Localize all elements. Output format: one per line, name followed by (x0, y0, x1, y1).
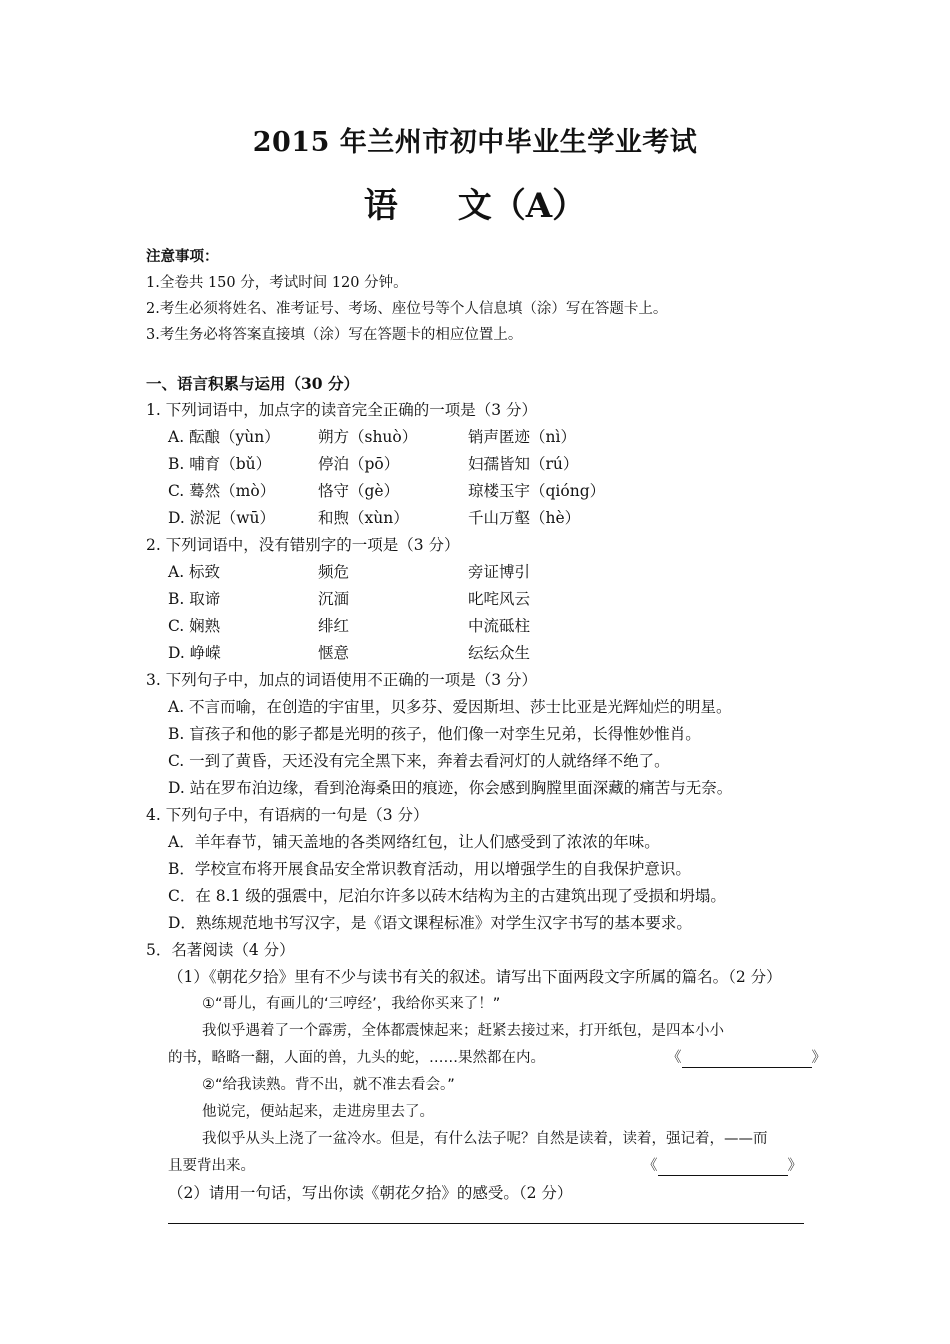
passage-2-line: 且要背出来。 《 》 (146, 1153, 826, 1180)
notes-block (146, 244, 846, 348)
section-1 (146, 370, 826, 1207)
passage-1-line: 我似乎遇着了一个霹雳，全体都震悚起来；赶紧去接过来，打开纸包，是四本小小 (202, 1023, 724, 1039)
question-1-stem: 1. 下列词语中，加点字的读音完全正确的一项是（3 分） (146, 401, 538, 419)
question-1-option: B. 哺育（bǔ） 停泊（pō） 妇孺皆知（rú） (168, 455, 579, 473)
question-4-option: D．熟练规范地书写汉字，是《语文课程标准》对学生汉字书写的基本要求。 (168, 914, 692, 932)
question-2-option: A. 标致 频危 旁证博引 (168, 563, 531, 581)
notes-heading: 注意事项： (146, 248, 219, 265)
answer-blank-1[interactable]: 《 》 (667, 1050, 826, 1066)
passage-1-line: ①“哥儿，有画儿的‘三哼经’，我给你买来了！” (202, 996, 501, 1012)
question-1-option: A. 酝酿（yùn） 朔方（shuò） 销声匿迹（nì） (168, 428, 576, 446)
question-4-option: A．羊年春节，铺天盖地的各类网络红包，让人们感受到了浓浓的年味。 (168, 833, 660, 851)
passage-2-line: 我似乎从头上浇了一盆冷水。但是，有什么法子呢？自然是读着，读着，强记着，——而 (202, 1131, 768, 1147)
note-item: 3.考生务必将答案直接填（涂）写在答题卡的相应位置上。 (146, 327, 523, 343)
section-title: 一、语言积累与运用（30 分） (146, 374, 359, 393)
question-3-option: B. 盲孩子和他的影子都是光明的孩子，他们像一对孪生兄弟，长得惟妙惟肖。 (168, 725, 701, 743)
question-4-option: C．在 8.1 级的强震中，尼泊尔许多以砖木结构为主的古建筑出现了受损和坍塌。 (168, 887, 726, 905)
question-3-stem: 3. 下列句子中，加点的词语使用不正确的一项是（3 分） (146, 671, 538, 689)
subject-title (0, 178, 950, 227)
passage-1-line: 的书，略略一翻，人面的兽，九头的蛇，……果然都在内。 《 》 (146, 1045, 826, 1072)
subject-right: 文（A） (457, 186, 587, 226)
question-4-option: B．学校宣布将开展食品安全常识教育活动，用以增强学生的自我保护意识。 (168, 860, 691, 878)
question-4-stem: 4. 下列句子中，有语病的一句是（3 分） (146, 806, 429, 824)
question-5-part-1: （1）《朝花夕拾》里有不少与读书有关的叙述。请写出下面两段文字所属的篇名。（2 分） (168, 968, 782, 986)
passage-2-line: 他说完，便站起来，走进房里去了。 (202, 1104, 434, 1120)
note-item: 2.考生必须将姓名、准考证号、考场、座位号等个人信息填（涂）写在答题卡上。 (146, 301, 668, 317)
question-2-option: B. 取谛 沉湎 叱咤风云 (168, 590, 531, 608)
question-3-option: A. 不言而喻，在创造的宇宙里，贝多芬、爱因斯坦、莎士比亚是光辉灿烂的明星。 (168, 698, 732, 716)
passage-2-line: ②“给我读熟。背不出，就不准去看会。” (202, 1077, 455, 1093)
answer-blank-2[interactable]: 《 》 (643, 1158, 802, 1174)
question-5-part-2: （2）请用一句话，写出你读《朝花夕拾》的感受。（2 分） (168, 1184, 573, 1202)
note-item: 1.全卷共 150 分，考试时间 120 分钟。 (146, 275, 408, 291)
question-2-option: C. 娴熟 绯红 中流砥柱 (168, 617, 531, 635)
question-1-option: D. 淤泥（wū） 和煦（xùn） 千山万壑（hè） (168, 509, 581, 527)
question-2-stem: 2. 下列词语中，没有错别字的一项是（3 分） (146, 536, 460, 554)
question-5-stem: 5．名著阅读（4 分） (146, 941, 295, 959)
subject-left: 语 (363, 186, 398, 226)
answer-line[interactable] (168, 1223, 804, 1224)
question-1-option: C. 蓦然（mò） 恪守（gè） 琼楼玉宇（qióng） (168, 482, 606, 500)
question-2-option: D. 峥嵘 惬意 纭纭众生 (168, 644, 531, 662)
question-3-option: D. 站在罗布泊边缘，看到沧海桑田的痕迹，你会感到胸膛里面深藏的痛苦与无奈。 (168, 779, 733, 797)
exam-title: 2015 年兰州市初中毕业生学业考试 (252, 127, 698, 158)
question-3-option: C. 一到了黄昏，天还没有完全黑下来，奔着去看河灯的人就络绎不绝了。 (168, 752, 670, 770)
